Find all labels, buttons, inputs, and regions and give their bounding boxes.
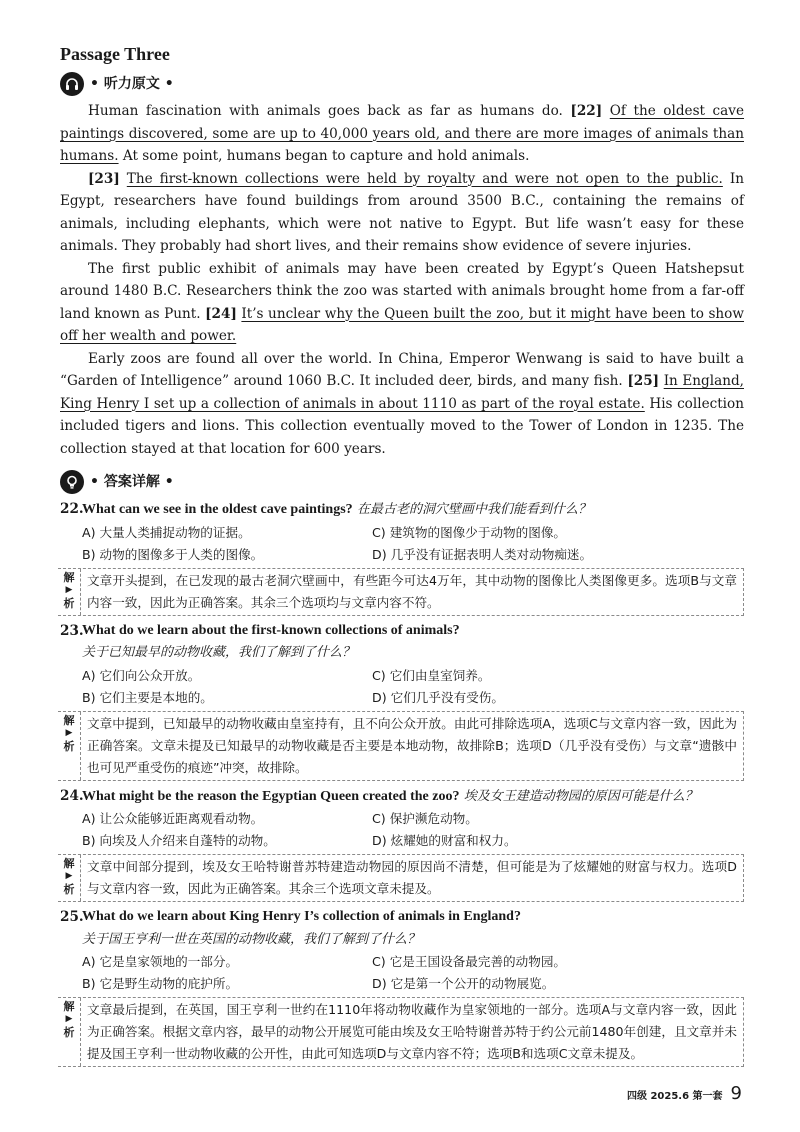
option-a: A) 它是皇家领地的一部分。 <box>82 954 239 969</box>
question-text-en: What do we learn about the first-known collections of animals? <box>82 622 460 638</box>
question-number: 23. <box>60 622 84 639</box>
question-number: 24. <box>60 787 84 804</box>
tag-bottom: 析 <box>63 1026 75 1039</box>
option-c: C) 它们由皇室饲养。 <box>372 667 491 683</box>
underlined-sentence: The first-known collections were held by royalty and were not open to the public. <box>126 170 723 187</box>
question-23 <box>60 620 744 781</box>
question-25 <box>60 906 744 1067</box>
passage-title: Passage Three <box>60 44 170 64</box>
option-d: D) 炫耀她的财富和权力。 <box>372 833 517 848</box>
tag-top: 解 <box>63 713 75 727</box>
explanation-tag <box>58 712 81 780</box>
transcript-paragraph <box>60 168 744 258</box>
question-marker: [24] <box>205 305 237 322</box>
explanation-text: 文章最后提到，在英国，国王亨利一世约在1110年将动物收藏作为皇家领地的一部分。选项A与文章内容一致，因此为正确答案。根据文章内容，最早的动物公开展览可能由埃及女王哈特谢普苏特于约公元前1480年创建，且文章并未提及国王亨利一世动物收藏的公开性，由此可知选项D与文章内容不符；选项B和选项C文章未提及。 <box>87 1002 737 1061</box>
option-d: D) 它是第一个公开的动物展览。 <box>372 976 555 991</box>
option-d: D) 几乎没有证据表明人类对动物痴迷。 <box>372 546 593 562</box>
question-stem <box>60 498 744 522</box>
question-stem <box>60 620 744 643</box>
text: In Egypt, researchers have found buildings from around 3500 B.C., containing the remains of animals, including elephants, which were not native to Egypt. But life wasn’t easy for these animals. They probably had short lives, and their remains show evidence of severe injuries. <box>60 170 744 254</box>
text: Early zoos are found all over the world. In China, Emperor Wenwang is said to have built a “Garden of Intelligence” around 1060 B.C. It included deer, birds, and many fish. <box>60 350 744 389</box>
underlined-sentence: It’s unclear why the Queen built the zoo, but it might have been to show off her wealth and power. <box>60 305 745 344</box>
tag-top: 解 <box>63 857 75 870</box>
question-text-en: What might be the reason the Egyptian Queen created the zoo? <box>82 788 460 804</box>
explanation-tag <box>58 998 81 1066</box>
options <box>60 522 744 566</box>
underlined-sentence: Of the oldest cave paintings discovered, some are up to 40,000 years old, and there are more images of animals than humans. <box>60 103 745 164</box>
option-b: B) 向埃及人介绍来自蓬特的动物。 <box>82 833 276 848</box>
tag-bottom: 析 <box>63 596 75 610</box>
question-number: 22. <box>60 501 84 517</box>
options <box>60 951 744 995</box>
question-text-cn: 在最古老的洞穴壁画中我们能看到什么？ <box>357 502 592 517</box>
underlined-sentence: In England, King Henry I set up a collection of animals in about 1110 as part of the royal estate. <box>60 373 744 412</box>
text: Human fascination with animals goes back as far as humans do. <box>88 103 571 119</box>
option-d: D) 它们几乎没有受伤。 <box>372 689 504 705</box>
arrow-icon: ▶ <box>65 727 73 738</box>
transcript-heading-label: • 听力原文 • <box>90 75 174 92</box>
question-marker: [23] <box>88 170 120 187</box>
option-c: C) 它是王国设备最完善的动物园。 <box>372 954 567 969</box>
explanation-tag <box>58 569 81 615</box>
question-text-cn: 埃及女王建造动物园的原因可能是什么？ <box>463 788 698 804</box>
question-marker: [25] <box>627 373 660 389</box>
explanation-text: 文章开头提到，在已发现的最古老洞穴壁画中，有些距今可达4万年，其中动物的图像比人类图像更多。选项B与文章内容一致，因此为正确答案。其余三个选项均与文章内容不符。 <box>87 572 737 610</box>
tag-bottom: 析 <box>63 739 75 753</box>
answers-heading-label: • 答案详解 • <box>90 473 174 490</box>
headphones-icon <box>60 72 84 96</box>
explanation-box <box>58 568 744 616</box>
transcript-paragraph <box>60 348 744 461</box>
question-marker: [22] <box>570 103 603 119</box>
explanation-text: 文章中间部分提到，埃及女王哈特谢普苏特建造动物园的原因尚不清楚，但可能是为了炫耀她的财富与权力。选项D与文章内容一致，因此为正确答案。其余三个选项文章未提及。 <box>87 859 737 896</box>
question-text-en: What do we learn about King Henry I’s collection of animals in England? <box>82 909 521 924</box>
transcript-paragraph <box>60 258 744 348</box>
options <box>60 808 744 852</box>
question-text-en: What can we see in the oldest cave paintings? <box>82 502 353 517</box>
option-c: C) 建筑物的图像少于动物的图像。 <box>372 524 567 540</box>
option-a: A) 大量人类捕捉动物的证据。 <box>82 524 251 540</box>
tag-top: 解 <box>63 570 75 584</box>
page-footer <box>627 1083 742 1109</box>
question-22 <box>60 498 744 616</box>
question-number: 25. <box>60 909 84 925</box>
page-number: 9 <box>730 1082 742 1104</box>
text: The first public exhibit of animals may have been created by Egypt’s Queen Hatshepsut around 1480 B.C. Researchers think the zoo was started with animals brought home from a far-off land known as Punt. <box>60 260 744 322</box>
arrow-icon: ▶ <box>65 871 73 881</box>
footer-label: 四级 2025.6 第一套 <box>626 1090 723 1102</box>
question-text-cn: 关于国王亨利一世在英国的动物收藏，我们了解到了什么？ <box>82 931 421 947</box>
tag-top: 解 <box>63 1000 75 1013</box>
option-b: B) 它是野生动物的庇护所。 <box>82 976 239 991</box>
transcript-heading <box>60 72 744 96</box>
option-b: B) 动物的图像多于人类的图像。 <box>82 546 264 562</box>
option-a: A) 它们向公众开放。 <box>82 667 201 683</box>
text: His collection included tigers and lions. This collection eventually moved to the Tower of London in 1235. The collection stayed at that location for 600 years. <box>60 395 744 457</box>
tag-bottom: 析 <box>63 883 75 896</box>
explanation-box <box>58 997 744 1067</box>
question-text-cn: 关于已知最早的动物收藏，我们了解到了什么？ <box>82 645 356 660</box>
answers-heading <box>60 470 744 494</box>
transcript <box>60 100 744 460</box>
arrow-icon: ▶ <box>65 584 73 595</box>
arrow-icon: ▶ <box>65 1014 73 1024</box>
options <box>60 665 744 709</box>
question-stem <box>60 906 744 929</box>
explanation-box <box>58 711 744 781</box>
transcript-paragraph <box>60 100 744 168</box>
option-b: B) 它们主要是本地的。 <box>82 689 213 705</box>
explanation-tag <box>58 855 81 901</box>
lightbulb-icon <box>60 470 84 494</box>
explanation-box <box>58 854 744 902</box>
option-a: A) 让公众能够近距离观看动物。 <box>82 811 264 826</box>
text: At some point, humans began to capture and hold animals. <box>118 148 530 164</box>
option-c: C) 保护濒危动物。 <box>372 811 478 826</box>
question-stem <box>60 785 744 809</box>
explanation-text: 文章中提到，已知最早的动物收藏由皇室持有，且不向公众开放。由此可排除选项A，选项C与文章内容一致，因此为正确答案。文章未提及已知最早的动物收藏是否主要是本地动物，故排除B；选项D（几乎没有受伤）与文章“遗骸中也可见严重受伤的痕迹”冲突，故排除。 <box>87 715 737 775</box>
question-24 <box>60 785 744 903</box>
